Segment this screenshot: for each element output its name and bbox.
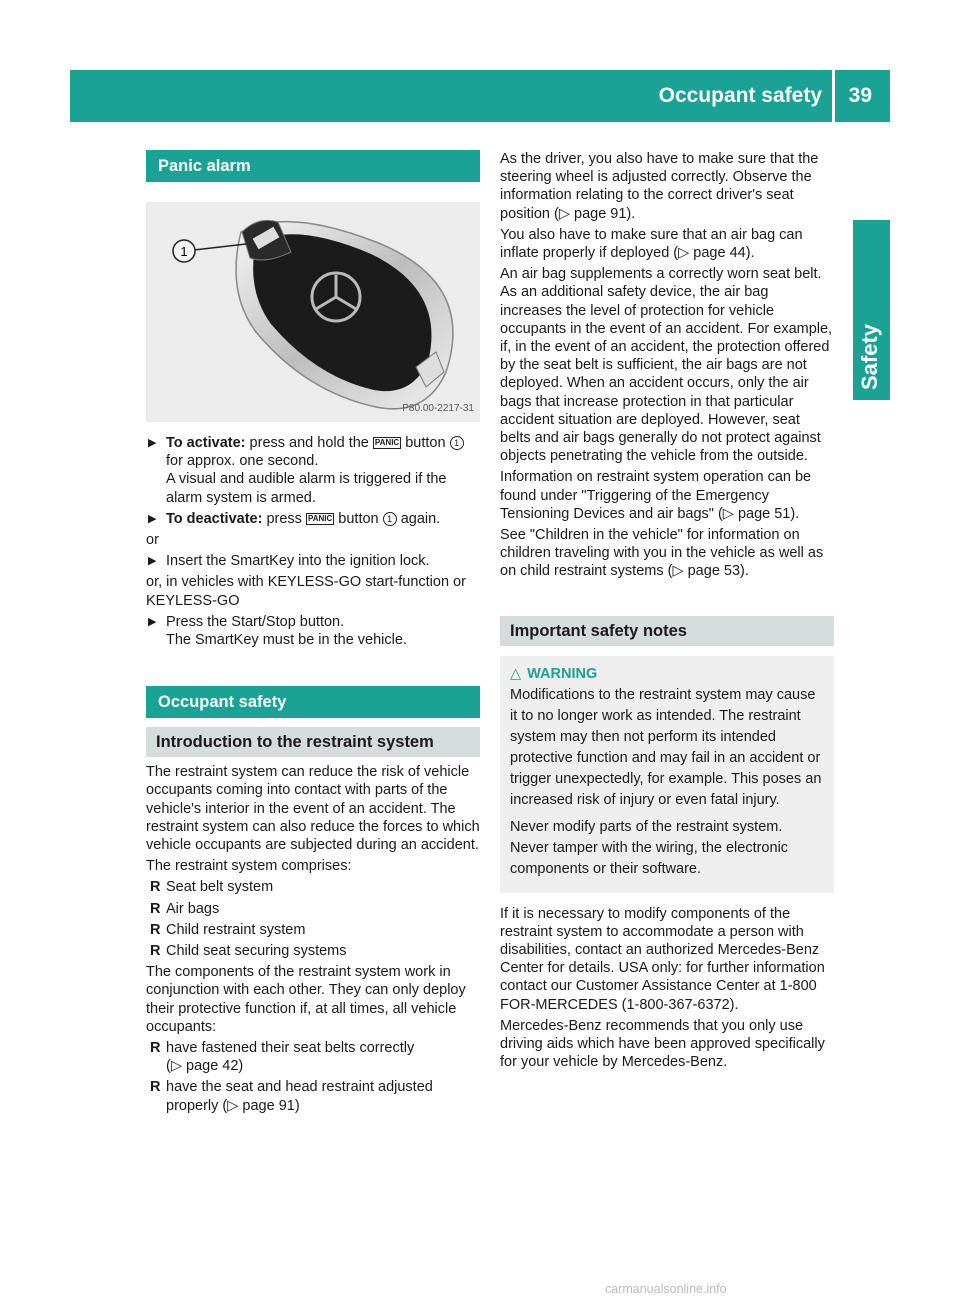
callout-icon: 1	[383, 512, 397, 526]
page-number: 39	[848, 84, 872, 107]
warning-box	[500, 656, 834, 893]
list-item-text: Seat belt system	[166, 879, 274, 896]
airbag-inflate-paragraph: You also have to make sure that an air bag can inflate properly if deployed (▷ page 44).	[500, 226, 803, 262]
step-activate	[146, 434, 480, 507]
list-item	[146, 1078, 480, 1114]
arrow-right-icon: ▶	[148, 555, 157, 568]
bullet-icon: R	[150, 921, 161, 938]
list-item	[146, 900, 480, 918]
list-item	[146, 878, 480, 896]
list-item	[146, 921, 480, 939]
list-item-text: Air bags	[166, 900, 220, 917]
page-header	[70, 70, 890, 122]
list-item	[146, 942, 480, 960]
bullet-icon: R	[150, 1040, 161, 1057]
occupant-safety-heading: Occupant safety	[146, 686, 480, 718]
smartkey-icon	[146, 202, 480, 422]
smartkey-illustration	[146, 202, 480, 422]
arrow-right-icon: ▶	[148, 512, 157, 525]
list-item-text: have the seat and head restraint adjusted properly	[166, 1079, 433, 1114]
list-item-text: Child seat securing systems	[166, 943, 347, 960]
list-item	[146, 1039, 480, 1075]
insert-text: Insert the SmartKey into the ignition lock.	[166, 553, 430, 570]
activate-text: press and hold the	[249, 435, 369, 451]
panic-alarm-heading: Panic alarm	[146, 150, 480, 182]
activate-label: To activate:	[166, 435, 246, 451]
warning-title-text: WARNING	[527, 665, 598, 682]
watermark: carmanualsonline.info	[605, 1282, 727, 1296]
callout-number: 1	[180, 244, 188, 259]
image-reference: P80.00-2217-31	[402, 402, 474, 414]
important-notes-heading: Important safety notes	[500, 616, 834, 646]
deactivate-again: again.	[400, 510, 441, 527]
warning-title	[510, 664, 824, 685]
bullet-icon: R	[150, 900, 161, 917]
side-tab-label: Safety	[857, 323, 882, 390]
warning-paragraph: Modifications to the restraint system may cause it to no longer work as intended. The restraint system may then not perform its intended protective function and may fail in an accident or trigger unexpectedly, for example. This poses an increased risk of injury or even fatal injury.	[510, 686, 822, 808]
airbag-supplement-paragraph: An air bag supplements a correctly worn seat belt. As an additional safety device, the air bag increases the level of protection for vehicle occupants in the event of an accident. For example, if, in the event of an accident, the protection offered by the seat belt is sufficient, the air bags are not deployed. When an accident occurs, only the air bags that increase protection in that particular accident situation are deployed. However, seat belts and air bags generally do not protect against objects penetrating the vehicle from the outside.	[500, 266, 833, 465]
page-reference-link[interactable]: (▷ page 91)	[222, 1097, 300, 1114]
bullet-icon: R	[150, 1079, 161, 1096]
right-column	[500, 150, 834, 1075]
deactivate-button-word: button	[338, 510, 379, 527]
activate-duration: for approx. one second.	[166, 453, 319, 470]
step-deactivate	[146, 510, 480, 528]
step-press	[146, 613, 480, 649]
page-reference-link[interactable]: (▷ page 42)	[166, 1058, 244, 1075]
disabilities-paragraph: If it is necessary to modify components of the restraint system to accommodate a person with disabilities, contact an authorized Mercedes-Benz Center for details. USA only: for further information contact our Customer Assistance Center at 1-800 FOR-MERCEDES (1-800-367-6372).	[500, 905, 825, 1013]
arrow-right-icon: ▶	[148, 437, 157, 449]
deactivate-label: To deactivate:	[166, 510, 263, 527]
components-paragraph: The components of the restraint system work in conjunction with each other. They can only deploy their protective function if, at all times, all vehicle occupants:	[146, 964, 466, 1035]
bullet-icon: R	[150, 943, 161, 960]
warning-paragraph: Never modify parts of the restraint system. Never tamper with the wiring, the electronic components or their software.	[510, 818, 789, 877]
activate-button-word: button	[405, 435, 446, 451]
callout-icon: 1	[450, 436, 464, 450]
bullet-icon: R	[150, 879, 161, 896]
list-item-text: have fastened their seat belts correctly	[166, 1040, 415, 1057]
header-title: Occupant safety	[658, 84, 822, 107]
activate-result: A visual and audible alarm is triggered if the alarm system is armed.	[166, 471, 447, 506]
panic-button-icon: PANIC	[307, 513, 333, 523]
list-item-text: Child restraint system	[166, 921, 306, 938]
header-divider	[832, 70, 835, 122]
restraint-intro-heading: Introduction to the restraint system	[146, 727, 480, 757]
steering-paragraph: As the driver, you also have to make sure that the steering wheel is adjusted correctly. Observe the information relating to the correct driver's seat position (▷ page 91).	[500, 151, 819, 222]
driving-aids-paragraph: Mercedes-Benz recommends that you only use driving aids which have been approved specifically for your vehicle by Mercedes-Benz.	[500, 1017, 825, 1071]
left-column	[146, 150, 480, 1118]
intro-paragraph: The restraint system can reduce the risk of vehicle occupants coming into contact with parts of the vehicle's interior in the event of an accident. The restraint system can also reduce the forces to which vehicle occupants are subjected during an accident.	[146, 764, 480, 854]
press-text: Press the Start/Stop button.	[166, 613, 345, 630]
comprises-paragraph: The restraint system comprises:	[146, 858, 352, 875]
operation-info-paragraph: Information on restraint system operation can be found under "Triggering of the Emergency Tensioning Devices and air bags" (▷ page 51).	[500, 469, 812, 522]
press-result: The SmartKey must be in the vehicle.	[166, 632, 407, 649]
warning-triangle-icon: △	[510, 665, 522, 682]
side-tab	[853, 220, 890, 400]
children-paragraph: See "Children in the vehicle" for information on children traveling with you in the vehicle as well as on child restraint systems (▷ page 53).	[500, 527, 824, 580]
step-insert	[146, 552, 480, 570]
or-keyless-text: or, in vehicles with KEYLESS-GO start-function or KEYLESS-GO	[146, 574, 466, 609]
deactivate-text: press	[266, 510, 302, 527]
panic-button-icon: PANIC	[374, 438, 400, 447]
arrow-right-icon: ▶	[148, 615, 157, 628]
or-text: or	[146, 532, 159, 549]
